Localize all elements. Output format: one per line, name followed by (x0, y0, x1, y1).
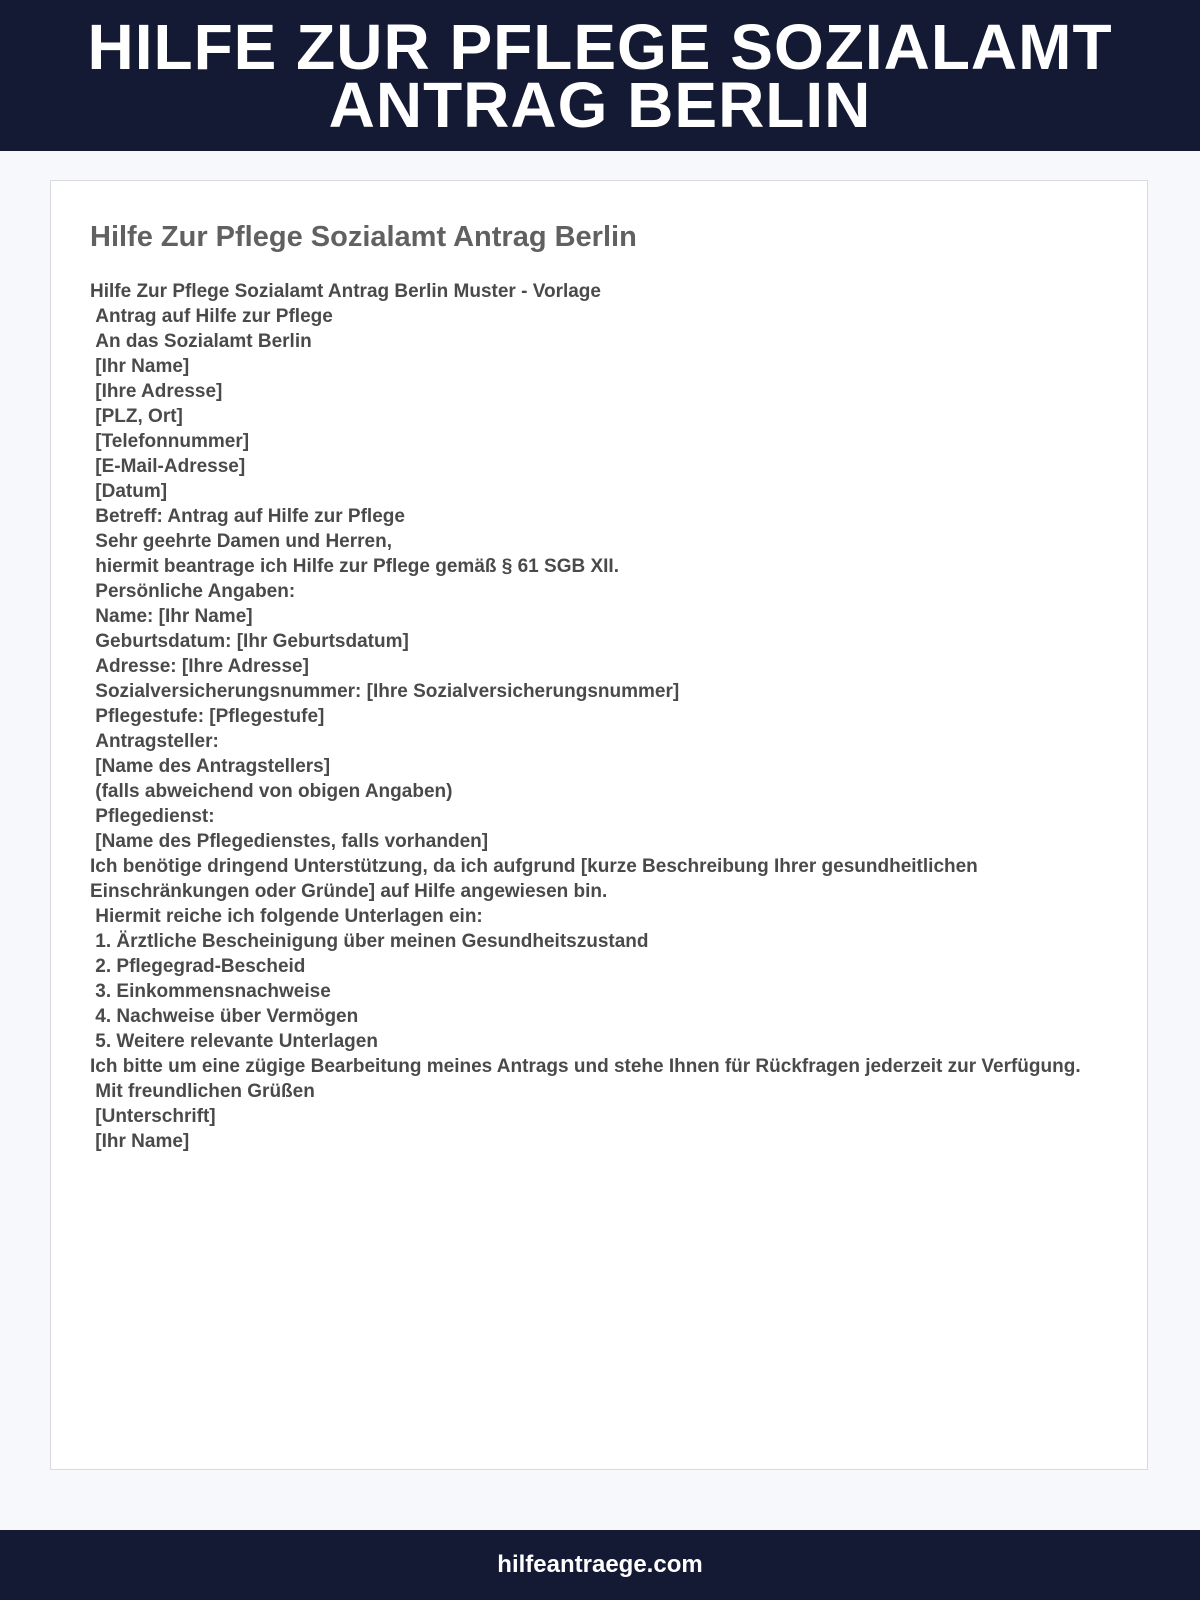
letter-line: Geburtsdatum: [Ihr Geburtsdatum] (90, 631, 409, 652)
letter-line: [Datum] (90, 481, 168, 502)
letter-line: 1. Ärztliche Bescheinigung über meinen Gesundheitszustand (90, 931, 649, 952)
page-footer (0, 1530, 1200, 1600)
document-card (50, 180, 1148, 1470)
letter-line: [Unterschrift] (90, 1106, 216, 1127)
letter-line: Ich bitte um eine zügige Bearbeitung meines Antrags und stehe Ihnen für Rückfragen jederzeit zur Verfügung. (90, 1056, 1081, 1077)
letter-line: Antragsteller: (90, 731, 219, 752)
letter-line: Adresse: [Ihre Adresse] (90, 656, 309, 677)
letter-line: Mit freundlichen Grüßen (90, 1081, 315, 1102)
letter-line: Ich benötige dringend Unterstützung, da ich aufgrund [kurze Beschreibung Ihrer gesundheitlichen Einschränkungen oder Gründe] auf Hilfe angewiesen bin. (90, 856, 984, 902)
letter-line: Hiermit reiche ich folgende Unterlagen ein: (90, 906, 483, 927)
letter-line: (falls abweichend von obigen Angaben) (90, 781, 453, 802)
letter-line: hiermit beantrage ich Hilfe zur Pflege gemäß § 61 SGB XII. (90, 556, 619, 577)
letter-body (90, 279, 1120, 1154)
letter-line: Name: [Ihr Name] (90, 606, 253, 627)
letter-line: [Telefonnummer] (90, 431, 250, 452)
letter-line: 5. Weitere relevante Unterlagen (90, 1031, 378, 1052)
letter-line: 3. Einkommensnachweise (90, 981, 331, 1002)
letter-line: Pflegestufe: [Pflegestufe] (90, 706, 325, 727)
letter-line: [Name des Pflegedienstes, falls vorhanden] (90, 831, 489, 852)
letter-line: Sozialversicherungsnummer: [Ihre Sozialversicherungsnummer] (90, 681, 680, 702)
letter-line: Sehr geehrte Damen und Herren, (90, 531, 392, 552)
letter-line: Betreff: Antrag auf Hilfe zur Pflege (90, 506, 405, 527)
letter-line: An das Sozialamt Berlin (90, 331, 312, 352)
page-title: HILFE ZUR PFLEGE SOZIALAMT ANTRAG BERLIN (87, 10, 1113, 141)
letter-line: Antrag auf Hilfe zur Pflege (90, 306, 333, 327)
page-header (0, 0, 1200, 151)
document-title: Hilfe Zur Pflege Sozialamt Antrag Berlin (90, 221, 637, 253)
letter-line: [PLZ, Ort] (90, 406, 183, 427)
letter-line: Pflegedienst: (90, 806, 215, 827)
letter-line: [Ihr Name] (90, 356, 190, 377)
letter-line: Hilfe Zur Pflege Sozialamt Antrag Berlin Muster - Vorlage (90, 281, 601, 302)
letter-line: [Ihr Name] (90, 1131, 190, 1152)
letter-line: Persönliche Angaben: (90, 581, 296, 602)
letter-line: 4. Nachweise über Vermögen (90, 1006, 359, 1027)
letter-line: [E-Mail-Adresse] (90, 456, 246, 477)
letter-line: [Ihre Adresse] (90, 381, 223, 402)
footer-site-link[interactable]: hilfeantraege.com (497, 1551, 703, 1578)
letter-line: 2. Pflegegrad-Bescheid (90, 956, 306, 977)
letter-line: [Name des Antragstellers] (90, 756, 331, 777)
